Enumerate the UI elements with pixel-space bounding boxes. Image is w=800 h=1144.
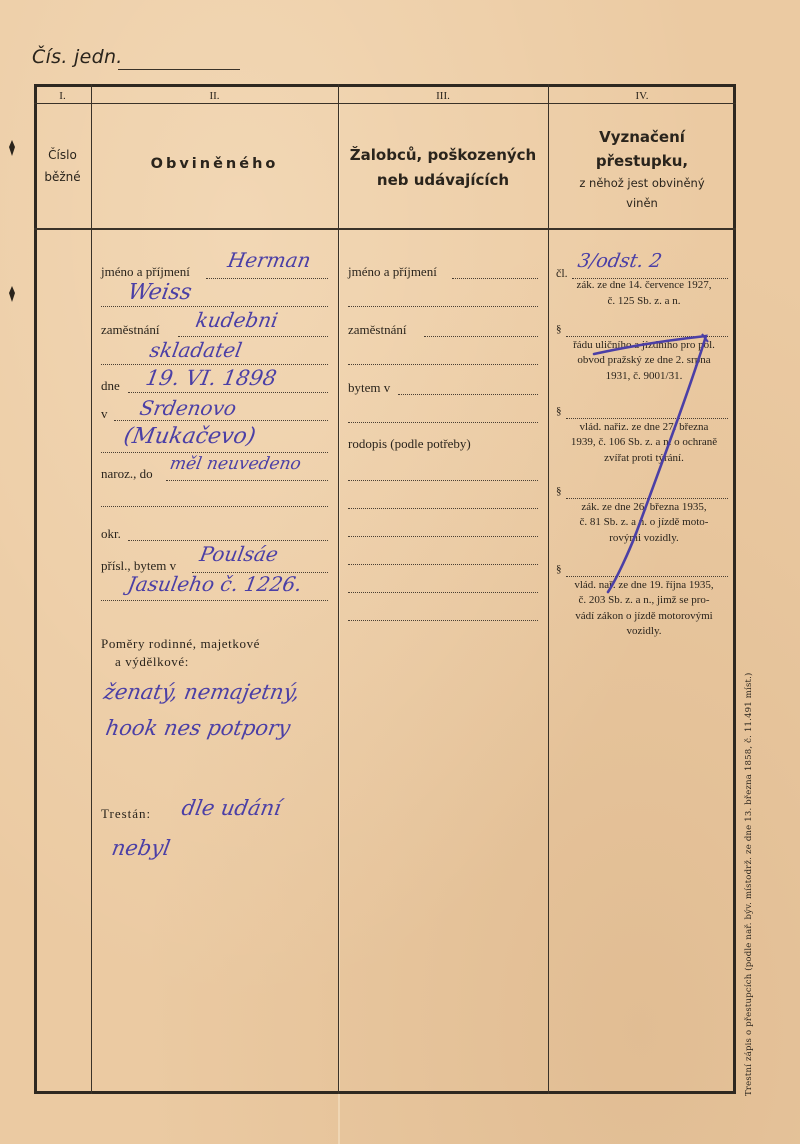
fill-line — [424, 336, 538, 337]
column-divider — [91, 84, 92, 1094]
accused-district-label: okr. — [101, 526, 121, 541]
conditions-label: Poměry rodinné, majetkové — [101, 636, 261, 651]
law-text: zák. ze dne 26. března 1935, — [581, 500, 707, 513]
col4-header — [548, 125, 736, 213]
accused-place-handwritten: Srdenovo — [137, 396, 239, 420]
fill-line — [101, 364, 328, 365]
plaintiff-occupation-label: zaměstnání — [348, 322, 407, 337]
conditions-handwritten: ženatý, nemajetný, — [101, 680, 302, 704]
fill-line — [114, 420, 328, 421]
law-text: 1931, č. 9001/31. — [605, 369, 683, 382]
law-text: vlád. nař. ze dne 19. října 1935, — [574, 578, 714, 591]
accused-born-handwritten: měl neuvedeno — [168, 454, 303, 474]
plaintiff-name-label: jméno a příjmení — [348, 264, 437, 279]
fill-line — [348, 364, 538, 365]
handwritten-mark-icon — [590, 318, 720, 598]
col1-header-line: Číslo — [48, 148, 77, 162]
fill-line — [398, 394, 538, 395]
article-label: čl. — [556, 266, 568, 280]
accused-birthdate-handwritten: 19. VI. 1898 — [143, 366, 279, 390]
fill-line — [128, 392, 328, 393]
law-text: 1939, č. 106 Sb. z. a n. o ochraně — [570, 436, 718, 448]
punch-mark-icon — [6, 138, 20, 158]
punch-mark-icon — [6, 284, 20, 304]
column-number: II. — [209, 90, 220, 102]
column-number: I. — [59, 90, 66, 102]
case-number-label: Čís. jedn. — [32, 46, 123, 68]
accused-name-handwritten: Herman — [225, 248, 313, 272]
accused-born-label: naroz., do — [101, 466, 153, 481]
fill-line — [348, 422, 538, 423]
column-number: III. — [436, 90, 450, 102]
law-text: č. 203 Sb. z. a n., jimž se pro- — [578, 594, 710, 606]
fill-line — [348, 564, 538, 565]
fill-line — [348, 620, 538, 621]
law-text: obvod pražský ze dne 2. srpna — [577, 354, 711, 366]
law-text: vozidly. — [626, 625, 662, 637]
fill-line — [128, 540, 328, 541]
column-divider — [548, 84, 549, 1094]
punished-handwritten: dle udání — [179, 796, 284, 820]
law-text: č. 81 Sb. z. a n. o jízdě moto- — [579, 516, 709, 528]
fill-line — [166, 480, 328, 481]
accused-occupation-handwritten: kudebni — [193, 308, 280, 332]
accused-street-handwritten: Jasuleho č. 1226. — [125, 572, 304, 596]
paragraph-mark: § — [556, 485, 562, 497]
fill-line — [348, 536, 538, 537]
col2-header: Obviněného — [150, 156, 279, 172]
law-text: řádu uličního a jízdního pro pol. — [573, 338, 715, 351]
header-divider — [34, 228, 736, 230]
col1-header — [34, 144, 91, 188]
fill-line — [101, 506, 328, 507]
col3-header-line: Žalobců, poškozených — [349, 146, 537, 164]
col3-header-line: neb udávajících — [376, 171, 510, 189]
case-number-line — [118, 69, 240, 70]
plaintiff-rodopis-label: rodopis (podle potřeby) — [348, 436, 471, 451]
law-text: vádí zákon o jízdě motorovými — [575, 609, 713, 622]
paragraph-mark: § — [556, 563, 562, 575]
col1-header-line: běžné — [44, 170, 81, 184]
paragraph-mark: § — [556, 405, 562, 417]
fill-line — [348, 480, 538, 481]
col4-header-line: Vyznačení — [599, 128, 685, 146]
fill-line — [101, 452, 328, 453]
form-footer-vertical: Trestní zápis o přestupcích (podle nař. býv. místodrž. ze dne 13. března 1858, č. 11.491 míst.) — [744, 672, 754, 1096]
punished-label: Trestán: — [101, 806, 152, 821]
column-divider — [338, 84, 339, 1094]
accused-residence-handwritten: Poulsáe — [197, 542, 281, 566]
accused-belongs-label: přísl., bytem v — [101, 558, 177, 573]
fill-line — [101, 600, 328, 601]
accused-occupation-label: zaměstnání — [101, 322, 160, 337]
paragraph-mark: § — [556, 323, 562, 335]
law-text: zák. ze dne 14. července 1927, — [576, 279, 712, 291]
fill-line — [348, 306, 538, 307]
row-divider — [34, 103, 736, 104]
article-handwritten: 3/odst. 2 — [576, 250, 664, 272]
law-1927 — [556, 278, 732, 309]
accused-place-label: v — [101, 406, 108, 421]
conditions-label: a výdělkové: — [115, 654, 189, 669]
fill-line — [452, 278, 538, 279]
accused-date-label: dne — [101, 378, 120, 393]
fill-line — [348, 508, 538, 509]
law-text: č. 125 Sb. z. a n. — [607, 294, 681, 307]
col3-header — [338, 143, 548, 193]
law-text: zvířat proti týrání. — [604, 451, 684, 464]
conditions-handwritten: hook nes potpory — [103, 716, 293, 740]
accused-occupation-handwritten: skladatel — [147, 338, 244, 362]
accused-place-handwritten: (Mukačevo) — [121, 424, 258, 449]
col4-header-sub: z něhož jest obviněný — [579, 176, 705, 190]
fill-line — [348, 592, 538, 593]
accused-name-label: jméno a příjmení — [101, 264, 190, 279]
plaintiff-residence-label: bytem v — [348, 380, 391, 395]
accused-surname-handwritten: Weiss — [125, 280, 194, 305]
column-number: IV. — [635, 90, 649, 102]
fill-line — [101, 306, 328, 307]
fill-line — [206, 278, 328, 279]
fill-line — [178, 336, 328, 337]
col4-header-line: přestupku, — [595, 152, 689, 170]
punished-handwritten: nebyl — [109, 836, 173, 860]
col4-header-sub: viněn — [626, 196, 658, 210]
law-text: vlád. nařiz. ze dne 27. března — [579, 420, 709, 433]
law-text: rovými vozidly. — [609, 531, 679, 544]
